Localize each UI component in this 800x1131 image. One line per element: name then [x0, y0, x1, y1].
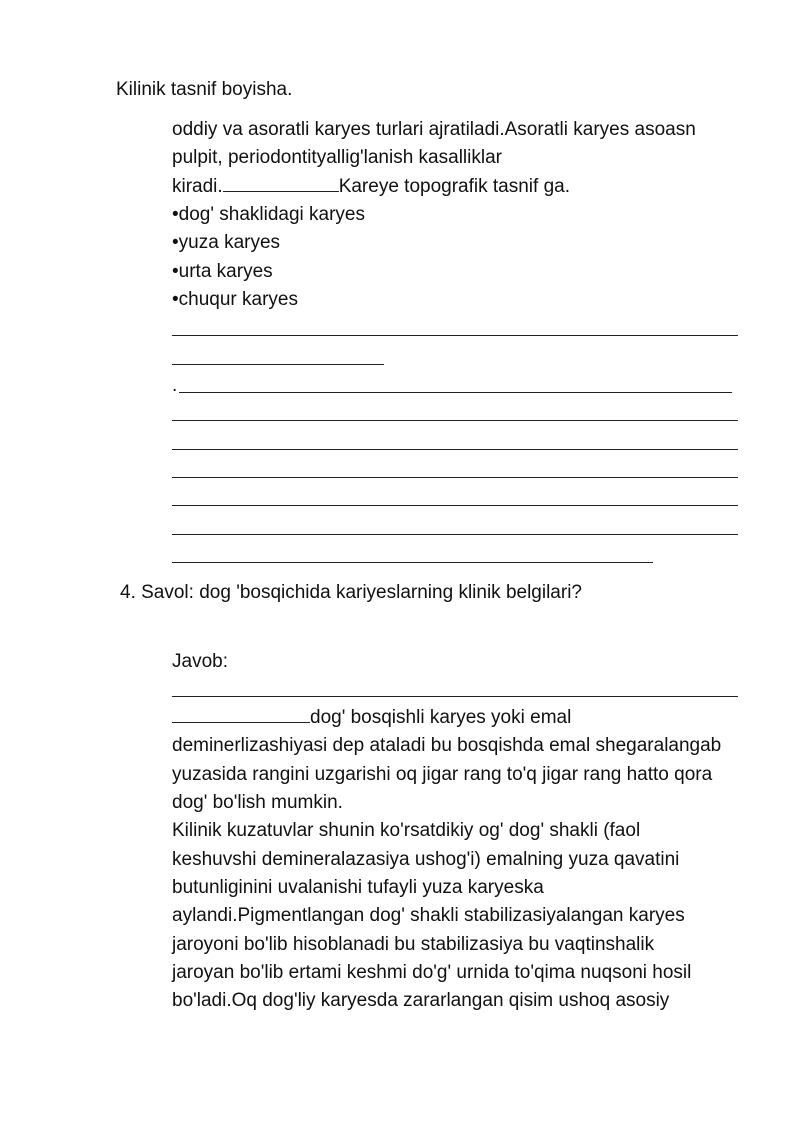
fill-in-blank — [172, 704, 310, 723]
writing-line — [172, 534, 738, 535]
writing-line — [172, 505, 738, 506]
dot-marker: . — [172, 375, 178, 396]
writing-line — [179, 392, 732, 393]
question-heading: 4. Savol: dog 'bosqichida kariyeslarning klinik belgilari? — [120, 582, 582, 603]
answer-line: deminerlizashiyasi dep ataladi bu bosqishda emal shegaralangab — [172, 735, 722, 756]
bullet-item: •chuqur karyes — [172, 289, 298, 310]
paragraph-text: kiradi. — [172, 176, 223, 197]
bullet-item: •yuza karyes — [172, 232, 281, 253]
paragraph-text: Kareye topografik tasnif ga. — [338, 176, 570, 197]
answer-line: bo'ladi.Oq dog'liy karyesda zararlangan qisim ushoq asosiy — [172, 990, 670, 1011]
answer-line: keshuvshi demineralazasiya ushog'i) emalning yuza qavatini — [172, 849, 680, 870]
paragraph-line: oddiy va asoratli karyes turlari ajratiladi.Asoratli karyes asoasn — [172, 119, 696, 140]
answer-line: jaroyan bo'lib ertami keshmi do'g' urnida to'qima nuqsoni hosil — [172, 962, 692, 983]
writing-line — [172, 477, 738, 478]
answer-line: dog' bo'lish mumkin. — [172, 792, 343, 813]
paragraph-line: pulpit, periodontityallig'lanish kasalliklar — [172, 147, 502, 168]
answer-line: Kilinik kuzatuvlar shunin ko'rsatdikiy og' dog' shakli (faol — [172, 820, 641, 841]
answer-line: butunliginini uvalanishi tufayli yuza karyeska — [172, 877, 544, 898]
writing-line — [172, 562, 653, 563]
answer-text: dog' bosqishli karyes yoki emal — [310, 707, 572, 728]
writing-line — [172, 364, 384, 365]
writing-line — [172, 420, 738, 421]
bullet-item: •dog' shaklidagi karyes — [172, 204, 365, 225]
section-heading: Kilinik tasnif boyisha. — [116, 79, 293, 100]
answer-line — [172, 704, 571, 733]
writing-line — [172, 696, 738, 697]
writing-line — [172, 449, 738, 450]
paragraph-line — [172, 173, 570, 202]
answer-label: Javob: — [172, 651, 228, 672]
answer-line: aylandi.Pigmentlangan dog' shakli stabilizasiyalangan karyes — [172, 905, 685, 926]
bullet-item: •urta karyes — [172, 261, 273, 282]
answer-line: yuzasida rangini uzgarishi oq jigar rang to'q jigar rang hatto qora — [172, 764, 713, 785]
answer-line: jaroyoni bo'lib hisoblanadi bu stabilizasiya bu vaqtinshalik — [172, 934, 655, 955]
fill-in-blank — [223, 173, 339, 192]
writing-line — [172, 335, 738, 336]
